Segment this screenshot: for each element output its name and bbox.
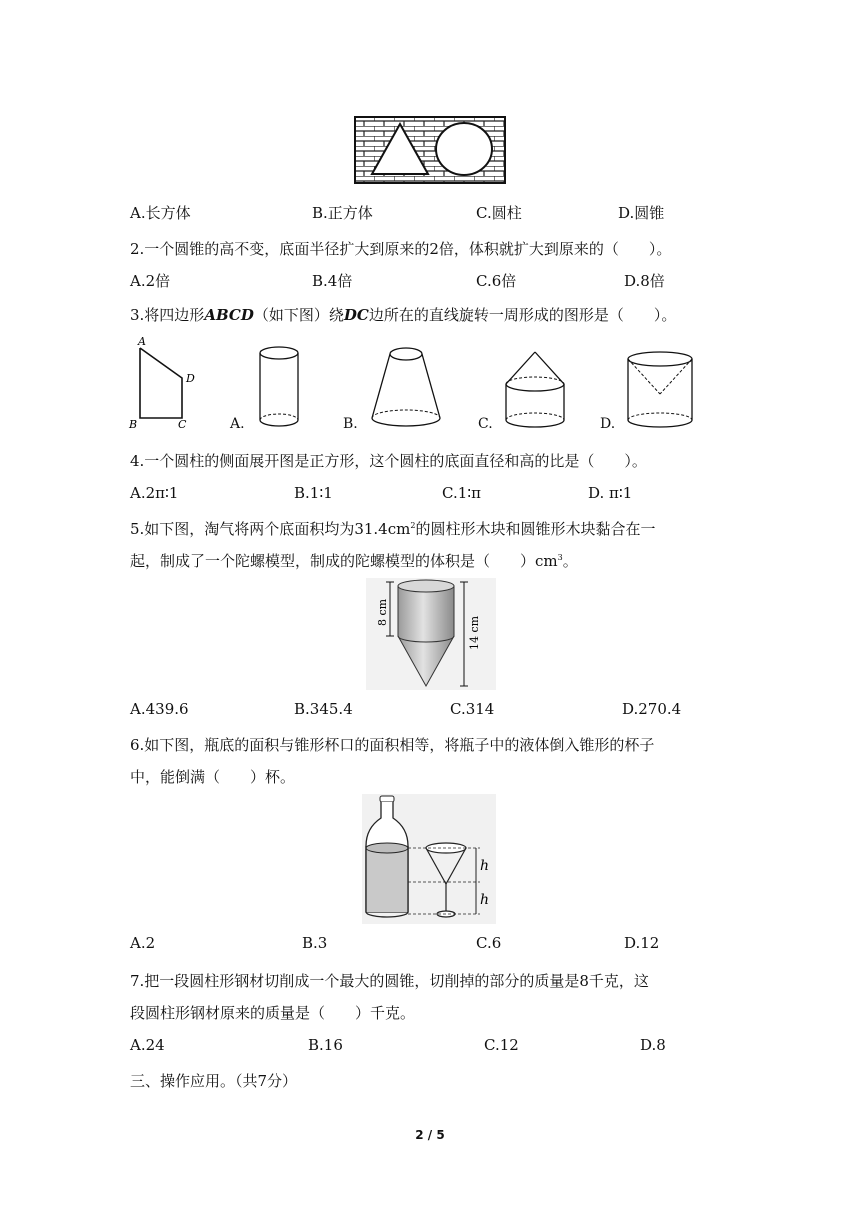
q7-question-line2: 段圆柱形钢材原来的质量是（ ）千克。 — [130, 1004, 416, 1022]
q4-option-b[interactable]: B.1∶1 — [294, 484, 333, 502]
q1-option-c[interactable]: C.圆柱 — [476, 204, 522, 222]
q1-option-a[interactable]: A.长方体 — [130, 204, 191, 222]
q7-question-line1: 7.把一段圆柱形钢材切削成一个最大的圆锥，切削掉的部分的质量是8千克，这 — [130, 972, 649, 990]
q1-option-b[interactable]: B.正方体 — [312, 204, 373, 222]
q7-option-c[interactable]: C.12 — [484, 1036, 519, 1054]
brick-wall-figure — [354, 116, 506, 184]
q5-option-c[interactable]: C.314 — [450, 700, 495, 718]
cylinder-with-cone-icon — [622, 350, 698, 430]
q2-option-c[interactable]: C.6倍 — [476, 272, 517, 290]
q5-option-d[interactable]: D.270.4 — [622, 700, 682, 718]
q7-options — [130, 1036, 730, 1058]
vertex-label-d: D — [186, 372, 195, 385]
q6-option-b[interactable]: B.3 — [302, 934, 328, 952]
spinning-top-figure — [366, 578, 496, 690]
q7-option-b[interactable]: B.16 — [308, 1036, 343, 1054]
frustum-icon — [366, 344, 446, 430]
height-label-h-upper: h — [480, 858, 490, 874]
q6-option-a[interactable]: A.2 — [130, 934, 156, 952]
height-label-14cm: 14 cm — [468, 615, 481, 650]
q5-question-line2: 起，制成了一个陀螺模型，制成的陀螺模型的体积是（ ）$cm^3$。 — [130, 552, 578, 570]
height-label-8cm: 8 cm — [376, 598, 389, 626]
q4-question: 4.一个圆柱的侧面展开图是正方形，这个圆柱的底面直径和高的比是（ ）。 — [130, 452, 647, 470]
q5-option-b[interactable]: B.345.4 — [294, 700, 353, 718]
q2-question: 2.一个圆锥的高不变，底面半径扩大到原来的2倍，体积就扩大到原来的（ ）。 — [130, 240, 672, 258]
q6-option-c[interactable]: C.6 — [476, 934, 502, 952]
q4-option-d[interactable]: D. π∶1 — [588, 484, 633, 502]
q1-option-d[interactable]: D.圆锥 — [618, 204, 665, 222]
q2-option-a[interactable]: A.2倍 — [130, 272, 171, 290]
q7-option-d[interactable]: D.8 — [640, 1036, 666, 1054]
q3-question: 3.将四边形ABCD（如下图）绕DC边所在的直线旋转一周形成的图形是（ ）。 — [130, 306, 677, 324]
q6-question-line1: 6.如下图，瓶底的面积与锥形杯口的面积相等，将瓶子中的液体倒入锥形的杯子 — [130, 736, 655, 754]
q7-option-a[interactable]: A.24 — [130, 1036, 165, 1054]
q3-option-c-letter[interactable]: C. — [478, 416, 493, 432]
q4-options — [130, 484, 730, 506]
quadrilateral-abcd-figure — [128, 336, 208, 430]
q6-option-d[interactable]: D.12 — [624, 934, 660, 952]
vertex-label-b: B — [129, 418, 138, 430]
q1-options — [130, 202, 730, 224]
vertex-label-c: C — [178, 418, 187, 430]
q5-options — [130, 700, 730, 722]
page-number: 2 / 5 — [415, 1128, 445, 1142]
vertex-label-a: A — [138, 336, 146, 348]
height-label-h-lower: h — [480, 892, 490, 908]
bottle-and-cup-figure — [362, 794, 496, 924]
q4-option-c[interactable]: C.1∶π — [442, 484, 482, 502]
q4-option-a[interactable]: A.2π∶1 — [130, 484, 179, 502]
q2-option-b[interactable]: B.4倍 — [312, 272, 353, 290]
cylinder-icon — [254, 344, 304, 430]
q3-option-a-letter[interactable]: A. — [230, 416, 245, 432]
q3-option-b-letter[interactable]: B. — [343, 416, 358, 432]
q2-options — [130, 270, 730, 292]
q5-question-line1: 5.如下图，淘气将两个底面积均为$31.4cm^2$的圆柱形木块和圆锥形木块黏合在一 — [130, 520, 656, 538]
q6-question-line2: 中，能倒满（ ）杯。 — [130, 768, 296, 786]
q6-options — [130, 934, 730, 956]
cone-on-cylinder-icon — [500, 350, 570, 430]
q5-option-a[interactable]: A.439.6 — [130, 700, 189, 718]
q3-option-d-letter[interactable]: D. — [600, 416, 616, 432]
q2-option-d[interactable]: D.8倍 — [624, 272, 665, 290]
section-heading: 三、操作应用。（共7分） — [130, 1072, 298, 1090]
